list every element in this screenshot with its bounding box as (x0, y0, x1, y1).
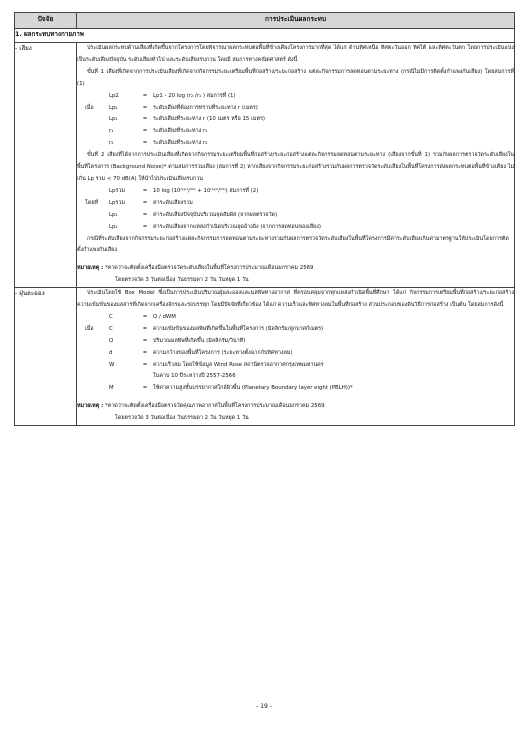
equation-equals: = (142, 325, 148, 332)
equation-symbol: Lp₁ (109, 211, 118, 218)
equation-prefix: เมื่อ (85, 325, 94, 332)
equation-definition: ระดับเสียงที่ระยะทาง r₂ (153, 140, 208, 147)
dust-note-label: หมายเหตุ : (77, 403, 104, 410)
equation-line (77, 383, 514, 395)
equation-prefix (77, 336, 105, 348)
equation-symbol: M (109, 385, 114, 392)
noise-equation-2 (77, 186, 514, 234)
equation-definition: ค่าระดับเสียงจากแหล่งกำเนิดบริเวณจุดอ้างอิง (จากการลดทอนของเสียง) (153, 223, 321, 230)
equation-prefix (77, 312, 105, 324)
noise-assessment (77, 43, 515, 288)
table-header-row (15, 13, 515, 29)
dust-note (77, 401, 514, 425)
section-title: 1. ผลกระทบทางกายภาพ (15, 29, 515, 43)
equation-equals: = (142, 140, 148, 147)
equation-prefix (77, 114, 105, 126)
equation-line (77, 186, 514, 198)
equation-definition: ความเร็วลม โดยใช้ข้อมูล Wind Rose สถานีตรวจอากาศกรุงเทพมหานคร (153, 361, 324, 368)
equation-line (77, 210, 514, 222)
equation-prefix (77, 222, 105, 234)
dust-note-line2: โดยตรวจวัด 3 วันต่อเนื่อง วันธรรมดา 2 วัน วันหยุด 1 วัน (115, 415, 249, 422)
equation-equals: = (142, 349, 148, 356)
equation-symbol: Lp2 (109, 92, 119, 99)
equation-equals: = (142, 313, 148, 320)
equation-equals: = (142, 116, 148, 123)
factor-noise: - เสียง (15, 43, 77, 288)
noise-row (15, 43, 515, 288)
equation-definition: ระดับเสียงที่ต้องการทราบที่ระยะทาง r (เมตร) (153, 104, 258, 111)
equation-line (77, 138, 514, 150)
equation-prefix (77, 126, 105, 138)
equation-definition: Q / dWM (153, 313, 176, 320)
equation-definition: ในคาบ 10 ปีระหว่างปี 2557-2566 (153, 373, 236, 380)
equation-line (77, 360, 514, 372)
equation-definition: 10 log (10⁽ᴸᵖ¹/¹⁰⁾ + 10⁽ᴸᵖ²/¹⁰⁾) สมการที่ (2) (153, 187, 259, 194)
equation-prefix: โดยที่ (85, 199, 99, 206)
equation-equals (137, 371, 153, 383)
equation-definition: ระดับเสียงที่ระยะทาง r₁ (153, 128, 208, 135)
equation-line (77, 222, 514, 234)
factor-dust: - ฝุ่นละออง (15, 288, 77, 426)
equation-definition: ค่าระดับเสียงปัจจุบันบริเวณจุดสัมผัส (จากผลตรวจวัด) (153, 211, 278, 218)
page-number: - 19 - (256, 703, 272, 710)
noise-equation-1 (77, 91, 514, 151)
noise-step1: ขั้นที่ 1 เสียงที่เกิดจากการประเมินเสียงที่เกิดจากกิจกรรมระยะเตรียมพื้นที่ก่อสร้าง/ระยะก่อสร้าง แต่ละกิจกรรมการลดทอนตามระยะทาง (กรณีไม่มีการติดตั้งกำแพงกันเสียง) โดยสมการที่ (1) (77, 68, 514, 87)
noise-note-line1: *คาดว่าจะติดตั้งเครื่องมือตรวจวัดระดับเสียงในพื้นที่โครงการประมาณเดือนมกราคม 2569 (104, 265, 314, 272)
equation-line (77, 91, 514, 103)
equation-definition: Lp1 - 20 log (r₂ /r₁ ) สมการที่ (1) (153, 92, 236, 99)
dust-row (15, 288, 515, 426)
equation-line (77, 103, 514, 115)
equation-equals: = (142, 92, 148, 99)
equation-equals: = (142, 211, 148, 218)
equation-prefix (77, 371, 105, 383)
equation-symbol: Lpรวม (109, 187, 125, 194)
equation-prefix: เมื่อ (85, 104, 94, 111)
equation-prefix (77, 360, 105, 372)
equation-symbol: Lp₂ (109, 223, 118, 230)
equation-prefix (77, 138, 105, 150)
equation-symbol: Lp₁ (109, 116, 118, 123)
equation-equals: = (142, 187, 148, 194)
equation-prefix (77, 348, 105, 360)
impact-table (14, 12, 515, 426)
equation-equals: = (142, 361, 148, 368)
dust-equation (77, 312, 514, 395)
equation-symbol: W (109, 361, 115, 368)
equation-symbol (105, 371, 137, 383)
equation-symbol: C (109, 325, 113, 332)
equation-equals: = (142, 199, 148, 206)
equation-symbol: Lpรวม (109, 199, 125, 206)
equation-line (77, 126, 514, 138)
equation-equals: = (142, 385, 148, 392)
equation-line (77, 348, 514, 360)
noise-closing: กรณีที่ระดับเสียงจากกิจกรรมระยะก่อสร้างแต่ละกิจกรรมการลดทอนตามระยะทางรวมกับผลการตรวจวัดระดับเสียงในพื้นที่โครงการมีค่าระดับเสียงเกินค่ามาตรฐานให้ประเมินโดยการติดตั้งกำแพงกันเสียง (77, 235, 509, 254)
noise-intro: ประเมินผลกระทบด้านเสียงที่เกิดขึ้นจากโครงการโดยพิจารณาผลกระทบต่อพื้นที่ข้างเคียงโครงการมากที่สุด ได้แก่ ด้านทิศเหนือ ทิศตะวันออก ทิศใต้ และทิศตะวันตก โดยการประเมินแบ่งเป็นระดับเสียงปัจจุบัน ระดับเสียงทั่วไป และระดับเสียงรบกวน โดยมี สมการทางคณิตศาสตร์ ดังนี้ (77, 45, 514, 63)
equation-equals: = (142, 128, 148, 135)
equation-definition: ระดับเสียงที่ระยะทาง r (10 เมตร หรือ 15 เมตร) (153, 116, 265, 123)
equation-prefix (77, 186, 105, 198)
equation-line (77, 312, 514, 324)
dust-assessment (77, 288, 515, 426)
noise-note-label: หมายเหตุ : (77, 265, 104, 272)
equation-line (77, 198, 514, 210)
equation-prefix (77, 383, 105, 395)
noise-step2: ขั้นที่ 2 เสียงที่ได้จากการประเมินเสียงที่เกิดจากกิจกรรมระยะเตรียมพื้นที่ก่อสร้าง/ระยะก่อสร้างแต่ละกิจกรรมลดทอนตามระยะทาง (เสียงจากขั้นที่ 1) รวมกับผลการตรวจวัดระดับเสียงในพื้นที่โครงการ (Background Noise)* ตามสมการรวมเสียง (สมการที่ 2) หากเสียงจากกิจกรรมระยะก่อสร้างรวมกับผลการตรวจวัดระดับเสียงในพื้นที่โครงการส่งผลกระทบต่อพื้นที่ข้างเคียง ไม่เกิน Lp รวม < 70 dB(A) ให้นำไปประเมินเสียงรบกวน (77, 152, 514, 182)
equation-line (77, 336, 514, 348)
equation-symbol: r₂ (109, 140, 114, 147)
equation-equals: = (142, 223, 148, 230)
equation-definition: ใช้ค่าความสูงชั้นบรรยากาศใกล้ผิวพื้น (Planetary Boundary layer eight (PBLH))* (153, 385, 353, 392)
equation-line (77, 324, 514, 336)
header-factor: ปัจจัย (15, 13, 77, 29)
equation-symbol: Lp₂ (109, 104, 118, 111)
equation-equals: = (142, 104, 148, 111)
equation-definition: ความเข้มข้นของมลพิษที่เกิดขึ้นในพื้นที่โครงการ (มิลลิกรัม/ลูกบาศก์เมตร) (153, 325, 324, 332)
equation-definition: ความกว้างของพื้นที่โครงการ (ระยะทางตั้งฉากกับทิศทางลม) (153, 349, 293, 356)
equation-line (77, 371, 514, 383)
dust-note-line1: *คาดว่าจะติดตั้งเครื่องมือตรวจวัดคุณภาพอากาศในพื้นที่โครงการประมาณเดือนมกราคม 2569 (104, 403, 325, 410)
equation-definition: ค่าระดับเสียงรวม (153, 199, 193, 206)
section-row (15, 29, 515, 43)
equation-prefix (77, 210, 105, 222)
equation-symbol: r₁ (109, 128, 114, 135)
noise-note-line2: โดยตรวจวัด 3 วันต่อเนื่อง วันธรรมดา 2 วัน วันหยุด 1 วัน (115, 277, 249, 284)
header-assessment: การประเมินผลกระทบ (77, 13, 515, 29)
equation-definition: ปริมาณมลพิษที่เกิดขึ้น (มิลลิกรัม/วินาที) (153, 337, 246, 344)
equation-symbol: C (109, 313, 113, 320)
equation-symbol: Q (109, 337, 114, 344)
equation-symbol: d (109, 349, 113, 356)
dust-intro: ประเมินโดยใช้ Box Model ซึ่งเป็นการประเมินปริมาณฝุ่นละอองและมลพิษทางอากาศ ที่ครอบคลุมจากทุกแหล่งกำเนิดพื้นที่ศึกษา ได้แก่ กิจกรรมการเตรียมพื้นที่ก่อสร้าง/ระยะก่อสร้าง ความเข้มข้นของมลสารที่เกิดจากเครื่องจักรและรถบรรทุก โดยมีปัจจัยที่เกี่ยวข้อง ได้แก่ ความเร็วและทิศทางลมในพื้นที่ก่อสร้าง ส่วนประกอบของดินวิธีการก่อสร้าง เป็นต้น โดยสมการดังนี้ (77, 290, 514, 309)
equation-equals: = (142, 337, 148, 344)
equation-line (77, 114, 514, 126)
equation-prefix (77, 91, 105, 103)
noise-note (77, 263, 514, 287)
